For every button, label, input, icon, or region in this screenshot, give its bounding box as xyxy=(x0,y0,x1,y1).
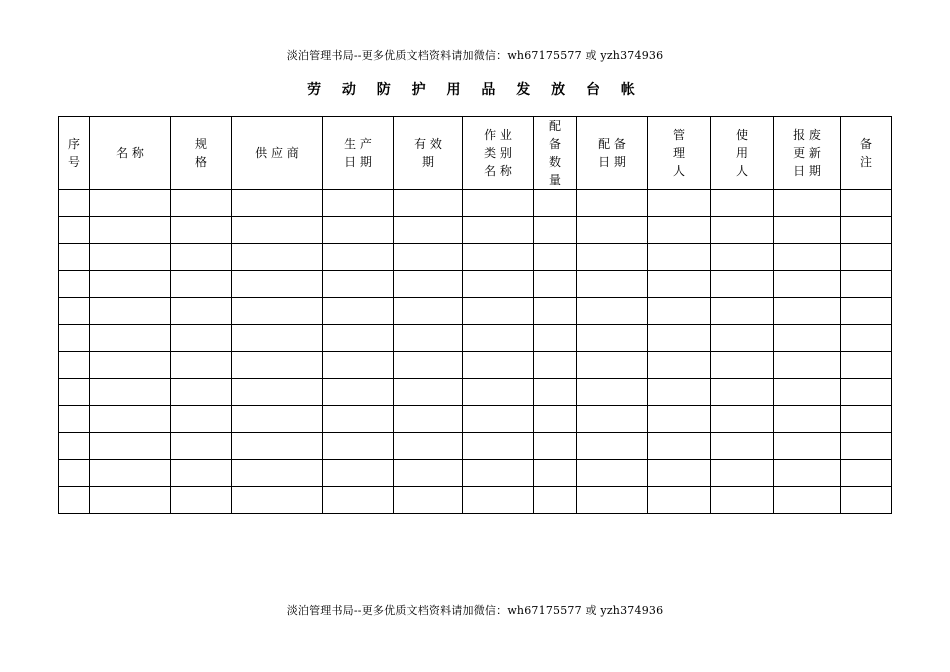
table-cell[interactable] xyxy=(323,271,394,298)
table-cell[interactable] xyxy=(648,460,711,487)
table-cell[interactable] xyxy=(171,298,232,325)
table-cell[interactable] xyxy=(90,190,171,217)
table-cell[interactable] xyxy=(90,487,171,514)
table-cell[interactable] xyxy=(841,379,892,406)
table-header-row xyxy=(59,117,892,190)
table-cell[interactable] xyxy=(648,190,711,217)
table-cell[interactable] xyxy=(394,379,463,406)
table-cell[interactable] xyxy=(711,190,774,217)
table-cell[interactable] xyxy=(394,244,463,271)
table-cell[interactable] xyxy=(534,433,577,460)
column-header-issue-date: 配 备 日 期 xyxy=(577,117,648,190)
table-cell[interactable] xyxy=(577,460,648,487)
table-cell[interactable] xyxy=(841,406,892,433)
table-row xyxy=(59,406,892,433)
table-cell[interactable] xyxy=(774,271,841,298)
table-cell[interactable] xyxy=(394,190,463,217)
table-cell[interactable] xyxy=(648,271,711,298)
table-cell[interactable] xyxy=(394,217,463,244)
column-header-user: 使 用 人 xyxy=(711,117,774,190)
table-cell[interactable] xyxy=(774,298,841,325)
table-cell[interactable] xyxy=(171,406,232,433)
table-cell[interactable] xyxy=(534,217,577,244)
table-cell[interactable] xyxy=(534,460,577,487)
table-row xyxy=(59,271,892,298)
table-cell[interactable] xyxy=(59,460,90,487)
table-cell[interactable] xyxy=(171,379,232,406)
table-cell[interactable] xyxy=(59,352,90,379)
table-cell[interactable] xyxy=(463,244,534,271)
table-cell[interactable] xyxy=(463,433,534,460)
table-cell[interactable] xyxy=(90,217,171,244)
table-cell[interactable] xyxy=(171,244,232,271)
table-cell[interactable] xyxy=(774,406,841,433)
table-cell[interactable] xyxy=(648,487,711,514)
table-cell[interactable] xyxy=(59,271,90,298)
table-cell[interactable] xyxy=(171,325,232,352)
page-title: 劳 动 防 护 用 品 发 放 台 帐 xyxy=(307,82,643,98)
table-cell[interactable] xyxy=(232,352,323,379)
table-cell[interactable] xyxy=(648,325,711,352)
table-cell[interactable] xyxy=(841,244,892,271)
table-cell[interactable] xyxy=(648,298,711,325)
column-header-remarks: 备 注 xyxy=(841,117,892,190)
table-cell[interactable] xyxy=(463,298,534,325)
table-cell[interactable] xyxy=(394,487,463,514)
table-cell[interactable] xyxy=(577,487,648,514)
table-cell[interactable] xyxy=(711,487,774,514)
table-cell[interactable] xyxy=(463,190,534,217)
table-cell[interactable] xyxy=(577,433,648,460)
table-cell[interactable] xyxy=(577,271,648,298)
table-cell[interactable] xyxy=(90,325,171,352)
column-header-scrap-renew-date: 报 废 更 新 日 期 xyxy=(774,117,841,190)
table-cell[interactable] xyxy=(648,352,711,379)
table-cell[interactable] xyxy=(90,379,171,406)
column-header-supplier: 供 应 商 xyxy=(232,117,323,190)
table-cell[interactable] xyxy=(59,217,90,244)
table-cell[interactable] xyxy=(90,352,171,379)
table-cell[interactable] xyxy=(534,244,577,271)
table-cell[interactable] xyxy=(463,406,534,433)
table-cell[interactable] xyxy=(648,244,711,271)
table-cell[interactable] xyxy=(59,298,90,325)
table-cell[interactable] xyxy=(463,460,534,487)
table-cell[interactable] xyxy=(577,190,648,217)
table-cell[interactable] xyxy=(577,406,648,433)
table-cell[interactable] xyxy=(90,298,171,325)
table-row xyxy=(59,325,892,352)
table-cell[interactable] xyxy=(232,244,323,271)
column-header-validity: 有 效 期 xyxy=(394,117,463,190)
table-cell[interactable] xyxy=(534,352,577,379)
table-cell[interactable] xyxy=(394,460,463,487)
table-cell[interactable] xyxy=(711,352,774,379)
table-cell[interactable] xyxy=(841,271,892,298)
table-cell[interactable] xyxy=(171,460,232,487)
ppe-distribution-ledger-table xyxy=(58,116,892,514)
table-row xyxy=(59,298,892,325)
column-header-spec: 规 格 xyxy=(171,117,232,190)
table-cell[interactable] xyxy=(648,217,711,244)
table-cell[interactable] xyxy=(711,460,774,487)
footer-watermark-note: 淡泊管理书局--更多优质文档资料请加微信：wh67175577 或 yzh374936 xyxy=(286,604,664,617)
table-cell[interactable] xyxy=(711,325,774,352)
table-cell[interactable] xyxy=(577,352,648,379)
table-cell[interactable] xyxy=(711,298,774,325)
table-body xyxy=(59,190,892,514)
table-cell[interactable] xyxy=(774,244,841,271)
table-cell[interactable] xyxy=(232,379,323,406)
table-cell[interactable] xyxy=(463,379,534,406)
table-cell[interactable] xyxy=(323,406,394,433)
table-cell[interactable] xyxy=(59,487,90,514)
table-cell[interactable] xyxy=(394,352,463,379)
column-header-manager: 管 理 人 xyxy=(648,117,711,190)
table-cell[interactable] xyxy=(463,352,534,379)
table-cell[interactable] xyxy=(90,460,171,487)
table-cell[interactable] xyxy=(394,298,463,325)
table-cell[interactable] xyxy=(577,379,648,406)
table-cell[interactable] xyxy=(59,433,90,460)
table-cell[interactable] xyxy=(648,379,711,406)
table-cell[interactable] xyxy=(534,190,577,217)
table-cell[interactable] xyxy=(323,190,394,217)
table-cell[interactable] xyxy=(648,406,711,433)
table-cell[interactable] xyxy=(171,433,232,460)
table-cell[interactable] xyxy=(711,217,774,244)
table-cell[interactable] xyxy=(534,325,577,352)
table-cell[interactable] xyxy=(323,325,394,352)
table-row xyxy=(59,460,892,487)
table-cell[interactable] xyxy=(841,325,892,352)
table-cell[interactable] xyxy=(577,217,648,244)
column-header-work-type: 作 业 类 别 名 称 xyxy=(463,117,534,190)
table-cell[interactable] xyxy=(841,298,892,325)
table-cell[interactable] xyxy=(774,460,841,487)
column-header-serial: 序 号 xyxy=(59,117,90,190)
table-cell[interactable] xyxy=(323,379,394,406)
table-cell[interactable] xyxy=(323,352,394,379)
table-cell[interactable] xyxy=(90,271,171,298)
table-cell[interactable] xyxy=(171,487,232,514)
table-cell[interactable] xyxy=(463,271,534,298)
table-cell[interactable] xyxy=(711,406,774,433)
table-cell[interactable] xyxy=(841,352,892,379)
table-cell[interactable] xyxy=(90,244,171,271)
table-cell[interactable] xyxy=(463,217,534,244)
table-cell[interactable] xyxy=(463,325,534,352)
table-cell[interactable] xyxy=(323,460,394,487)
table-cell[interactable] xyxy=(774,487,841,514)
table-cell[interactable] xyxy=(774,190,841,217)
table-cell[interactable] xyxy=(463,487,534,514)
table-cell[interactable] xyxy=(841,217,892,244)
table-cell[interactable] xyxy=(171,217,232,244)
table-cell[interactable] xyxy=(711,271,774,298)
table-row xyxy=(59,379,892,406)
table-cell[interactable] xyxy=(841,433,892,460)
table-cell[interactable] xyxy=(534,379,577,406)
table-cell[interactable] xyxy=(59,325,90,352)
table-cell[interactable] xyxy=(90,433,171,460)
table-cell[interactable] xyxy=(577,244,648,271)
table-cell[interactable] xyxy=(232,325,323,352)
table-cell[interactable] xyxy=(841,487,892,514)
header-watermark-note: 淡泊管理书局--更多优质文档资料请加微信：wh67175577 或 yzh374936 xyxy=(286,49,664,62)
table-cell[interactable] xyxy=(774,217,841,244)
table-cell[interactable] xyxy=(534,487,577,514)
table-cell[interactable] xyxy=(232,460,323,487)
table-row xyxy=(59,352,892,379)
table-cell[interactable] xyxy=(232,298,323,325)
table-cell[interactable] xyxy=(323,298,394,325)
table-cell[interactable] xyxy=(774,325,841,352)
table-cell[interactable] xyxy=(232,190,323,217)
column-header-name: 名 称 xyxy=(90,117,171,190)
table-cell[interactable] xyxy=(577,325,648,352)
table-cell[interactable] xyxy=(59,406,90,433)
table-cell[interactable] xyxy=(232,406,323,433)
table-cell[interactable] xyxy=(711,379,774,406)
table-cell[interactable] xyxy=(841,460,892,487)
table-cell[interactable] xyxy=(774,433,841,460)
table-cell[interactable] xyxy=(534,298,577,325)
table-row xyxy=(59,487,892,514)
table-cell[interactable] xyxy=(171,352,232,379)
table-cell[interactable] xyxy=(841,190,892,217)
table-cell[interactable] xyxy=(534,406,577,433)
table-cell[interactable] xyxy=(394,325,463,352)
table-cell[interactable] xyxy=(171,190,232,217)
table-row xyxy=(59,190,892,217)
column-header-quantity: 配 备 数 量 xyxy=(534,117,577,190)
table-cell[interactable] xyxy=(534,271,577,298)
table-cell[interactable] xyxy=(394,406,463,433)
table-cell[interactable] xyxy=(232,217,323,244)
table-cell[interactable] xyxy=(59,379,90,406)
table-row xyxy=(59,217,892,244)
table-cell[interactable] xyxy=(90,406,171,433)
table-cell[interactable] xyxy=(232,271,323,298)
table-row xyxy=(59,433,892,460)
table-cell[interactable] xyxy=(323,244,394,271)
table-cell[interactable] xyxy=(648,433,711,460)
table-cell[interactable] xyxy=(59,244,90,271)
table-cell[interactable] xyxy=(232,433,323,460)
table-cell[interactable] xyxy=(394,433,463,460)
table-cell[interactable] xyxy=(323,217,394,244)
column-header-production-date: 生 产 日 期 xyxy=(323,117,394,190)
table-cell[interactable] xyxy=(323,433,394,460)
table-cell[interactable] xyxy=(59,190,90,217)
table-cell[interactable] xyxy=(323,487,394,514)
table-cell[interactable] xyxy=(774,379,841,406)
table-row xyxy=(59,244,892,271)
table-cell[interactable] xyxy=(711,244,774,271)
table-cell[interactable] xyxy=(171,271,232,298)
table-cell[interactable] xyxy=(577,298,648,325)
table-cell[interactable] xyxy=(711,433,774,460)
table-cell[interactable] xyxy=(394,271,463,298)
table-cell[interactable] xyxy=(232,487,323,514)
table-cell[interactable] xyxy=(774,352,841,379)
